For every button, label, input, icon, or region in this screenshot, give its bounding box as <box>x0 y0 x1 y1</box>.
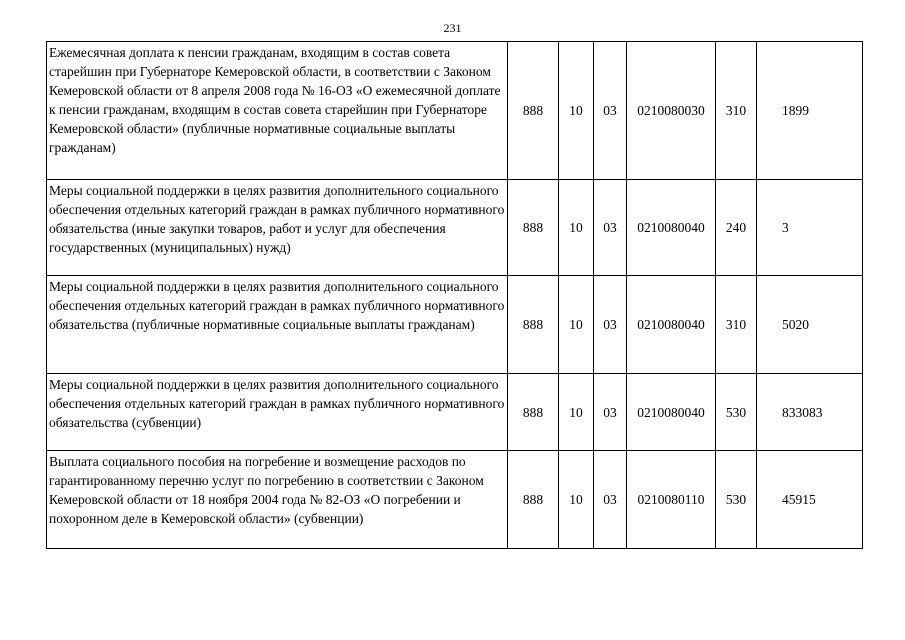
ministry-code: 888 <box>508 42 559 180</box>
target-article-code: 0210080040 <box>627 374 716 451</box>
table-row <box>47 42 863 180</box>
subsection-code: 03 <box>594 374 627 451</box>
amount: 45915 <box>757 451 863 549</box>
ministry-code: 888 <box>508 180 559 276</box>
target-article-code: 0210080030 <box>627 42 716 180</box>
subsection-code: 03 <box>594 451 627 549</box>
target-article-code: 0210080040 <box>627 180 716 276</box>
amount: 1899 <box>757 42 863 180</box>
expense-type-code: 530 <box>716 374 757 451</box>
table-row <box>47 276 863 374</box>
amount: 3 <box>757 180 863 276</box>
section-code: 10 <box>559 42 594 180</box>
row-description: Ежемесячная доплата к пенсии гражданам, входящим в состав совета старейшин при Губернаторе Кемеровской области, в соответствии с Законом Кемеровской области от 8 апреля 2008 года № 16-ОЗ «О ежемесячной доплате к пенсии гражданам, входящим в состав совета старейшин при Губернаторе Кемеровской области» (публичные нормативные социальные выплаты гражданам) <box>47 42 508 180</box>
section-code: 10 <box>559 180 594 276</box>
row-description: Меры социальной поддержки в целях развития дополнительного социального обеспечения отдельных категорий граждан в рамках публичного нормативного обязательства (публичные нормативные социальные выплаты гражданам) <box>47 276 508 374</box>
amount: 5020 <box>757 276 863 374</box>
row-description: Выплата социального пособия на погребение и возмещение расходов по гарантированному перечню услуг по погребению в соответствии с Законом Кемеровской области от 18 ноября 2004 года № 82-ОЗ «О погребении и похоронном деле в Кемеровской области» (субвенции) <box>47 451 508 549</box>
expense-type-code: 530 <box>716 451 757 549</box>
ministry-code: 888 <box>508 374 559 451</box>
section-code: 10 <box>559 374 594 451</box>
row-description: Меры социальной поддержки в целях развития дополнительного социального обеспечения отдельных категорий граждан в рамках публичного нормативного обязательства (иные закупки товаров, работ и услуг для обеспечения государственных (муниципальных) нужд) <box>47 180 508 276</box>
section-code: 10 <box>559 451 594 549</box>
target-article-code: 0210080110 <box>627 451 716 549</box>
section-code: 10 <box>559 276 594 374</box>
expense-type-code: 310 <box>716 276 757 374</box>
amount: 833083 <box>757 374 863 451</box>
row-description: Меры социальной поддержки в целях развития дополнительного социального обеспечения отдельных категорий граждан в рамках публичного нормативного обязательства (субвенции) <box>47 374 508 451</box>
subsection-code: 03 <box>594 276 627 374</box>
ministry-code: 888 <box>508 451 559 549</box>
ministry-code: 888 <box>508 276 559 374</box>
table-row <box>47 180 863 276</box>
table-row <box>47 451 863 549</box>
target-article-code: 0210080040 <box>627 276 716 374</box>
subsection-code: 03 <box>594 180 627 276</box>
budget-table <box>46 41 863 549</box>
page-number: 231 <box>443 21 462 35</box>
table-row <box>47 374 863 451</box>
expense-type-code: 310 <box>716 42 757 180</box>
subsection-code: 03 <box>594 42 627 180</box>
expense-type-code: 240 <box>716 180 757 276</box>
